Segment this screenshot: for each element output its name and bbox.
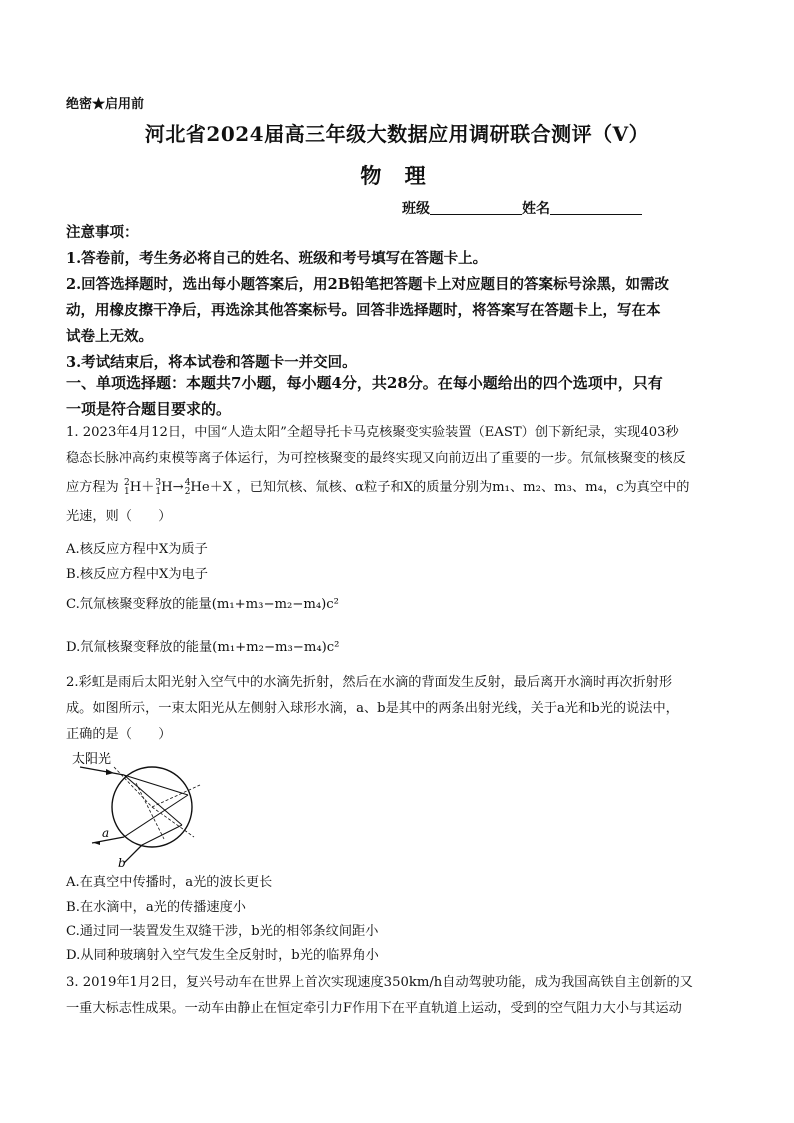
question-3-text [66, 970, 738, 1022]
note-line: 2.回答选择题时，选出每小题答案后，用2B铅笔把答题卡上对应题目的答案标号涂黑，如需改 [66, 276, 669, 293]
label-b: b [118, 856, 126, 870]
section-line: 一项是符合题目要求的。 [66, 400, 232, 418]
q2-option-a: A.在真空中传播时，a光的波长更长 [66, 875, 273, 890]
reflected-ray [142, 825, 182, 845]
ray-arrow [106, 769, 114, 775]
class-label: 班级 [402, 201, 430, 217]
section-heading [66, 370, 736, 422]
note-line: 动，用橡皮擦干净后，再选涂其他答案标号。回答非选择题时，将答案写在答题卡上，写在本 [66, 302, 661, 319]
subject-title: 物 理 [360, 163, 434, 188]
question-1-text [66, 420, 738, 530]
normal-line [152, 785, 200, 807]
sun-label: 太阳光 [72, 752, 112, 767]
normal-line [114, 767, 152, 807]
notes-section [66, 220, 736, 376]
raindrop-figure [66, 745, 206, 870]
q2-line: 2.彩虹是雨后太阳光射入空气中的水滴先折射，然后在水滴的背面发生反射，最后离开水滴时再次折射形 [66, 675, 673, 690]
section-line: 一、单项选择题：本题共7小题，每小题4分，共28分。在每小题给出的四个选项中，只有 [66, 374, 663, 392]
q1-option-b: B.核反应方程中X为电子 [66, 567, 208, 582]
q1-line: 1. 2023年4月12日，中国“人造太阳”全超导托卡马克核聚变实验装置（EAST）创下新纪录，实现403秒 [66, 425, 679, 440]
q1-line: 应方程为 2 1 H＋ 3 1 H→ 4 2 He＋X ，已知氘核、氚核、α粒子和X的质量分别为m₁、m₂、m₃、m₄，c为真空中的 [66, 477, 690, 497]
exam-title: 河北省2024届高三年级大数据应用调研联合测评（V） [144, 122, 650, 146]
q2-option-b: B.在水滴中，a光的传播速度小 [66, 900, 246, 915]
refracted-ray [124, 775, 188, 795]
reflected-ray [124, 795, 188, 837]
class-blank[interactable] [430, 200, 522, 215]
q2-line: 正确的是（ ） [66, 727, 172, 742]
question-2-text [66, 670, 738, 748]
normal-line [136, 783, 164, 839]
q2-option-c: C.通过同一装置发生双缝干涉，b光的相邻条纹间距小 [66, 924, 379, 939]
note-line: 1.答卷前，考生务必将自己的姓名、班级和考号填写在答题卡上。 [66, 250, 488, 267]
q1-line: 稳态长脉冲高约束模等离子体运行，为可控核聚变的最终实现又向前迈出了重要的一步。氘氚核聚变的核反 [66, 451, 686, 466]
note-line: 试卷上无效。 [66, 328, 153, 345]
label-a: a [102, 826, 110, 840]
normal-line [152, 807, 194, 837]
q3-line: 3. 2019年1月2日，复兴号动车在世界上首次实现速度350km/h自动驾驶功能，成为我国高铁自主创新的又 [66, 975, 693, 990]
q1-option-c: C.氘氚核聚变释放的能量(m₁+m₃−m₂−m₄)c² [66, 597, 339, 612]
q3-line: 一重大标志性成果。一动车由静止在恒定牵引力F作用下在平直轨道上运动，受到的空气阻力大小与其运动 [66, 1001, 682, 1016]
confidential-mark: 绝密★启用前 [66, 97, 145, 112]
q1-option-d: D.氘氚核聚变释放的能量(m₁+m₂−m₃−m₄)c² [66, 640, 340, 655]
q2-line: 成。如图所示，一束太阳光从左侧射入球形水滴，a、b是其中的两条出射光线，关于a光和b光的说法中， [66, 701, 679, 716]
q1-option-a: A.核反应方程中X为质子 [66, 542, 208, 557]
note-line: 3.考试结束后，将本试卷和答题卡一并交回。 [66, 354, 357, 371]
nuclear-equation: 2 1 H＋ 3 1 H→ 4 2 He＋X [123, 477, 237, 497]
q2-option-d: D.从同种玻璃射入空气发生全反射时，b光的临界角小 [66, 948, 379, 963]
notes-heading: 注意事项： [66, 224, 139, 241]
ray-b [124, 845, 142, 863]
class-name-fields [402, 198, 642, 218]
name-blank[interactable] [550, 200, 642, 215]
q1-line: 光速，则（ ） [66, 509, 172, 524]
name-label: 姓名 [522, 201, 550, 217]
